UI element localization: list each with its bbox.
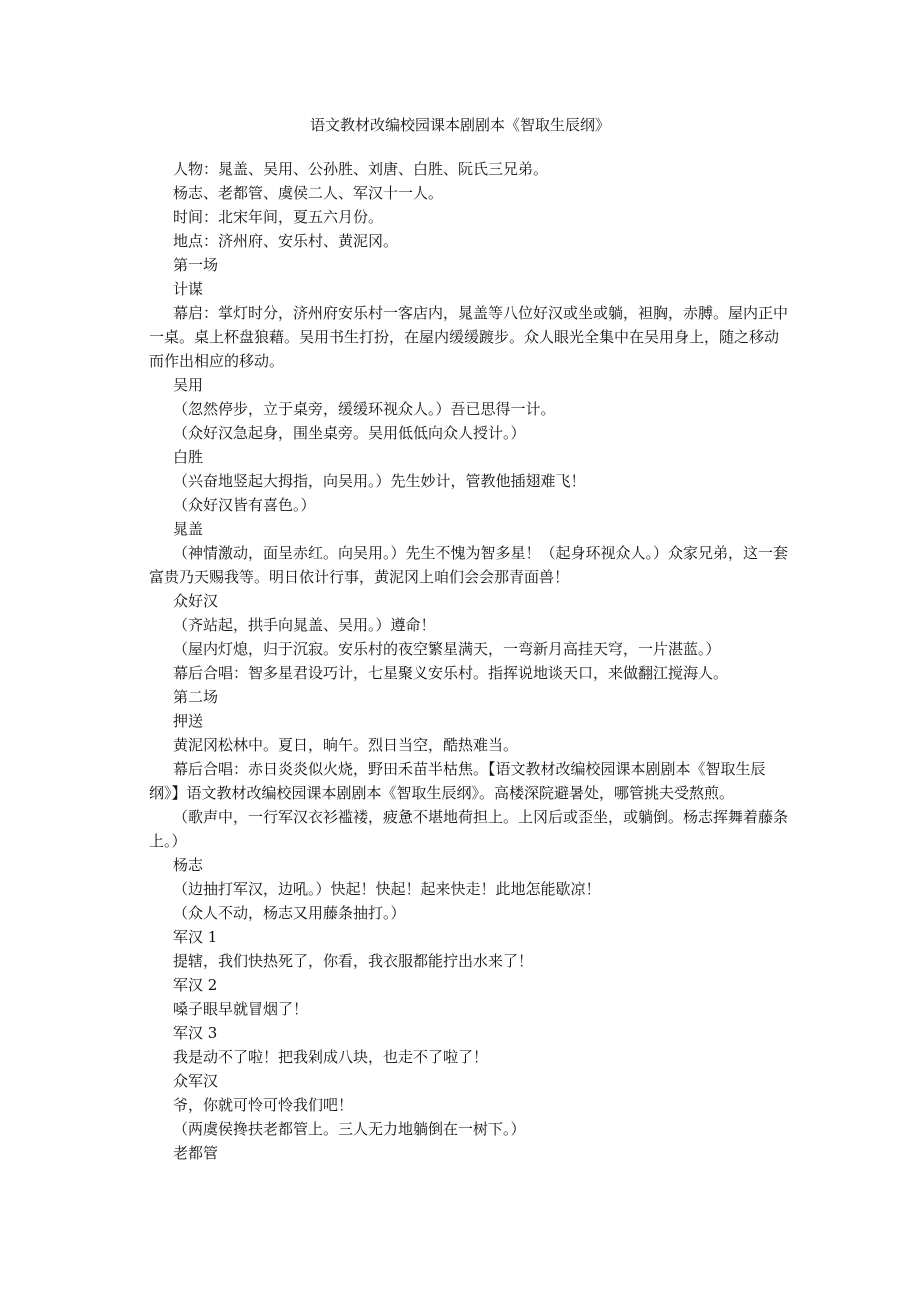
scene-heading: 第二场	[173, 688, 219, 706]
characters-line-1: 人物：晁盖、吴用、公孙胜、刘唐、白胜、阮氏三兄弟。	[173, 160, 549, 178]
stage-direction: （众好汉急起身，围坐桌旁。吴用低低向众人授计。）	[173, 424, 526, 442]
speaker-name: 吴用	[173, 376, 204, 394]
speaker-name: 军汉 2	[173, 976, 218, 994]
stage-direction: 黄泥冈松林中。夏日，晌午。烈日当空，酷热难当。	[173, 736, 519, 754]
speaker-name: 白胜	[173, 448, 204, 466]
scene-title: 押送	[173, 712, 204, 730]
dialogue-line: 提辖，我们快热死了，你看，我衣服都能拧出水来了！	[173, 952, 534, 970]
document-title: 语文教材改编校园课本剧剧本《智取生辰纲》	[309, 116, 610, 134]
dialogue-line: 爷，你就可怜可怜我们吧！	[173, 1096, 354, 1114]
stage-direction: （两虞侯搀扶老都管上。三人无力地躺倒在一树下。）	[173, 1120, 526, 1138]
speaker-name: 众好汉	[173, 592, 219, 610]
scene-heading: 第一场	[173, 256, 219, 274]
dialogue-line: 嗓子眼早就冒烟了！	[173, 1000, 309, 1018]
dialogue-line: （齐站起，拱手向晁盖、吴用。）遵命！	[173, 616, 436, 634]
dialogue-line: （边抽打军汉，边吼。）快起！快起！起来快走！此地怎能歇凉！	[173, 880, 601, 898]
stage-direction: （众人不动，杨志又用藤条抽打。）	[173, 904, 406, 922]
speaker-name: 老都管	[173, 1144, 219, 1162]
dialogue-line: （神情激动，面呈赤红。向吴用。）先生不愧为智多星！（起身环视众人。）众家兄弟，这一套富贵乃天赐我等。明日依计行事，黄泥冈上咱们会会那青面兽！	[149, 544, 789, 586]
dialogue-line: （忽然停步，立于桌旁，缓缓环视众人。）吾已思得一计。	[173, 400, 556, 418]
time-line: 时间：北宋年间，夏五六月份。	[173, 208, 384, 226]
stage-direction: （众好汉皆有喜色。）	[173, 496, 316, 514]
dialogue-line: 我是动不了啦！把我剁成八块，也走不了啦了！	[173, 1048, 489, 1066]
speaker-name: 众军汉	[173, 1072, 219, 1090]
stage-direction: （歌声中，一行军汉衣衫褴褛，疲惫不堪地荷担上。上冈后或歪坐，或躺倒。杨志挥舞着藤条上。）	[149, 808, 789, 850]
speaker-name: 军汉 3	[173, 1024, 218, 1042]
stage-direction: （屋内灯熄，归于沉寂。安乐村的夜空繁星满天，一弯新月高挂天穹，一片湛蓝。）	[173, 640, 721, 658]
speaker-name: 军汉 1	[173, 928, 218, 946]
speaker-name: 晁盖	[173, 520, 204, 538]
characters-line-2: 杨志、老都管、虞侯二人、军汉十一人。	[173, 184, 444, 202]
chorus-line: 幕后合唱：智多星君设巧计，七星聚义安乐村。指挥说地谈天口，来做翻江搅海人。	[173, 664, 729, 682]
chorus-line: 幕后合唱：赤日炎炎似火烧，野田禾苗半枯焦。【语文教材改编校园课本剧剧本《智取生辰纲》】语文教材改编校园课本剧剧本《智取生辰纲》。高楼深院避暑处，哪管挑夫受熬煎。	[149, 760, 766, 802]
speaker-name: 杨志	[173, 856, 204, 874]
script-body	[149, 157, 792, 1165]
scene-title: 计谋	[173, 280, 204, 298]
place-line: 地点：济州府、安乐村、黄泥冈。	[173, 232, 399, 250]
stage-direction: 幕启：掌灯时分，济州府安乐村一客店内，晁盖等八位好汉或坐或躺，袒胸，赤膊。屋内正中一桌。桌上杯盘狼藉。吴用书生打扮，在屋内缓缓踱步。众人眼光全集中在吴用身上，随之移动而作出相应的移动。	[149, 304, 789, 370]
dialogue-line: （兴奋地竖起大拇指，向吴用。）先生妙计，管教他插翅难飞！	[173, 472, 586, 490]
